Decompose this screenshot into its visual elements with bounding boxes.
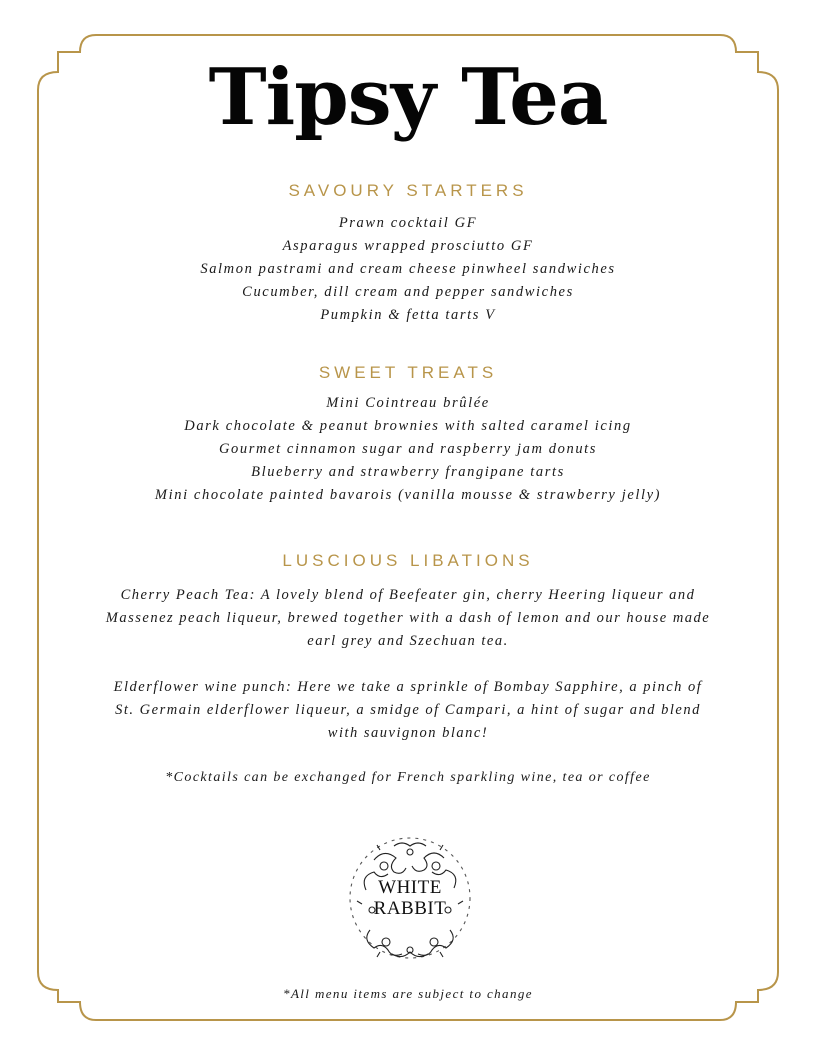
- menu-item: Blueberry and strawberry frangipane tarts: [251, 464, 565, 480]
- menu-item: Gourmet cinnamon sugar and raspberry jam donuts: [218, 441, 598, 457]
- white-rabbit-logo: [344, 830, 476, 966]
- menu-item: Pumpkin & fetta tarts V: [320, 307, 496, 323]
- footer-disclaimer: *All menu items are subject to change: [283, 986, 533, 1001]
- menu-item: Mini chocolate painted bavarois (vanilla mousse & strawberry jelly): [154, 487, 662, 503]
- menu-item: Dark chocolate & peanut brownies with salted caramel icing: [184, 418, 632, 434]
- savoury-items-list: [0, 212, 816, 327]
- menu-item: Prawn cocktail GF: [338, 215, 478, 231]
- menu-item: Salmon pastrami and cream cheese pinwheel sandwiches: [200, 261, 616, 277]
- drink-description-elderflower: Elderflower wine punch: Here we take a sprinkle of Bombay Sapphire, a pinch of St. Germain elderflower liqueur, a smidge of Campari, a hint of sugar and blend with sauvignon blanc!: [113, 679, 703, 741]
- section-heading-savoury: SAVOURY STARTERS: [288, 181, 528, 200]
- section-heading-libations: LUSCIOUS LIBATIONS: [282, 551, 534, 570]
- drink-description-cherry-peach: Cherry Peach Tea: A lovely blend of Beefeater gin, cherry Heering liqueur and Massenez peach liqueur, brewed together with a dash of lemon and our house made earl grey and Szechuan tea.: [105, 587, 711, 649]
- sweet-items-list: [0, 392, 816, 507]
- menu-item: Asparagus wrapped prosciutto GF: [282, 238, 534, 254]
- logo-text-white: WHITE: [378, 877, 442, 898]
- menu-title: Tipsy Tea: [208, 52, 608, 143]
- section-heading-sweet: SWEET TREATS: [318, 363, 498, 382]
- menu-item: Mini Cointreau brûlée: [326, 395, 490, 411]
- cocktail-exchange-note: *Cocktails can be exchanged for French sparkling wine, tea or coffee: [165, 770, 651, 785]
- menu-item: Cucumber, dill cream and pepper sandwiches: [242, 284, 574, 300]
- logo-text-rabbit: RABBIT: [373, 898, 447, 919]
